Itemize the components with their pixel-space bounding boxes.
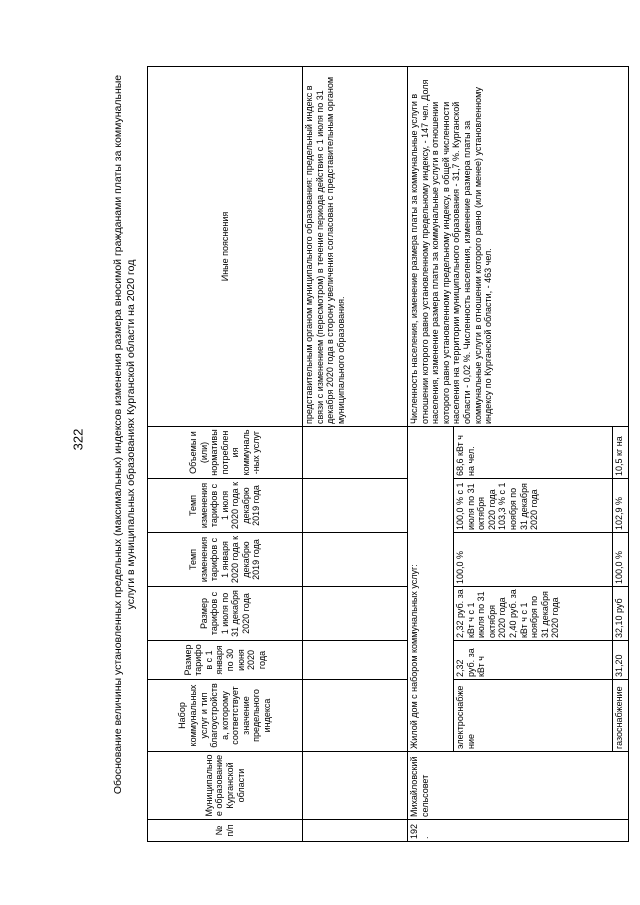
header-municipality: Муниципальное образование Курганской области	[148, 752, 303, 820]
header-volume: Объемы и (или) нормативы потребления коммуналь-ных услуг	[148, 427, 303, 479]
tariff-jul-value: 32,10 руб	[613, 587, 629, 641]
tariff-jan-value: 31,20	[613, 641, 629, 680]
document-title: Обоснование величины установленных предельных (максимальных) индексов изменения размера вносимой гражданами платы за коммунальные услуги в муниципальных образованиях Курганской области на 2020 год	[112, 74, 137, 795]
header-tariff-jul: Размер тарифов с 1 июля по 31 декабря 2020 года	[148, 587, 303, 641]
header-service-set: Набор коммунальных услуг и тип благоустройства, которому соответствует значение предельного индекса	[148, 680, 303, 752]
rate-jul-value: 102,9 %	[613, 479, 629, 533]
service-name: газоснабжение	[613, 680, 629, 752]
tariff-table	[147, 66, 629, 842]
row-number: 192.	[408, 820, 629, 842]
rate-jan-value: 100,0 %	[613, 533, 629, 587]
table-row	[303, 67, 408, 842]
municipality-name: Михайловский сельсовет	[408, 752, 629, 820]
volume-value: 10,5 кг на	[613, 427, 629, 479]
header-rate-jan: Темп изменения тарифов с 1 января 2020 года к декабрю 2019 года	[148, 533, 303, 587]
header-row	[148, 67, 303, 842]
previous-row-note: представительным органом муниципального образования: предельный индекс в связи с изменением (пересмотром) в течение периода действия с 1 июля по 31 декабря 2020 года в сторону увеличения согласован с представительным органом муниципального образования.	[303, 67, 408, 427]
header-notes: Иные пояснения	[148, 67, 303, 427]
service-name: электроснабжение	[454, 680, 613, 752]
table-row	[408, 67, 454, 842]
header-num: № п/п	[148, 820, 303, 842]
volume-value: 68,6 кВт ч на чел.	[454, 427, 613, 479]
rate-jul-value: 100,0 % с 1 июля по 31 октября 2020 года 103,3 % с 1 ноября по 31 декабря 2020 года	[454, 479, 613, 533]
tariff-jul-value: 2,32 руб. за кВт ч с 1 июля по 31 октября 2020 года 2,40 руб. за кВт ч с 1 ноября по 31 декабря 2020 года	[454, 587, 613, 641]
tariff-jan-value: 2,32 руб. за кВт ч	[454, 641, 613, 680]
rotated-page-content	[112, 67, 624, 842]
page-number: 322	[70, 428, 86, 451]
header-tariff-jan: Размер тарифов с 1 января по 30 июня 2020 года	[148, 641, 303, 680]
rate-jan-value: 100,0 %	[454, 533, 613, 587]
notes-main: Численность населения, изменение размера платы за коммунальные услуги в отношении которого равно установленному предельному индексу, - 147 чел. Доля населения, изменение размера платы за коммунальные услуги в отношении которого равно установленному предельному индексу, в общей численности населения на территории муниципального образования - 31,7 %. Курганской области - 0,02 %. Численность населения, изменение размера платы за коммунальные услуги в отношении которого равно (или менее) установленному индексу по Курганской области, - 463 чел.	[408, 67, 629, 427]
housing-type: Жилой дом с набором коммунальных услуг:	[408, 427, 454, 752]
header-rate-jul: Темп изменения тарифов с 1 июля 2020 года к декабрю 2019 года	[148, 479, 303, 533]
